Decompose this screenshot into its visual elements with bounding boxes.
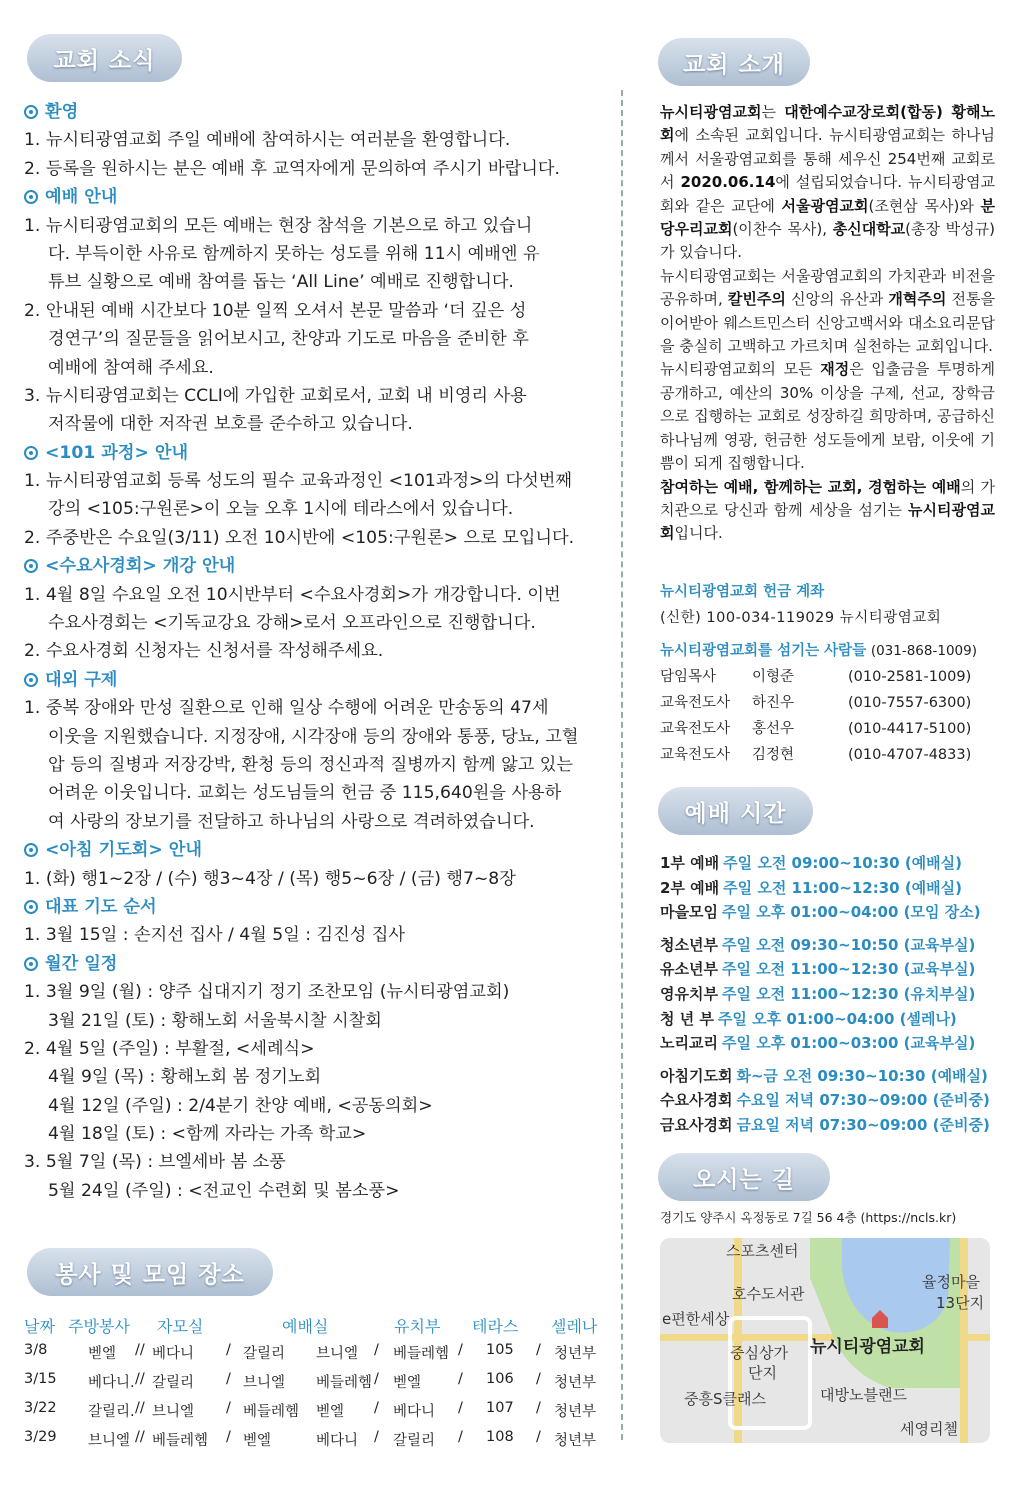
staff-row [660,690,995,716]
news-text: 1. 뉴시티광염교회의 모든 예배는 현장 참석을 기본으로 하고 있습니 [24,215,533,236]
staff-role: 교육전도사 [660,721,731,737]
news-line [24,1007,609,1035]
address-text: 경기도 양주시 옥정동로 7길 56 4층 (https://ncls.kr) [660,1210,957,1225]
news-line [24,212,609,240]
intro-text-run: 대한예수교장로회(합동) 황해노회 [660,103,995,145]
news-heading [24,893,609,921]
staff-phone: (010-2581-1009) [848,669,972,685]
service-cell: 베들레헴 [243,1404,300,1420]
staff-name: 하진우 [752,695,795,711]
news-line [24,1092,609,1120]
news-line [24,1177,609,1205]
service-cell: 베들레헴 [393,1346,450,1362]
news-line [24,751,609,779]
staff-title [660,638,995,664]
intro-text-run: 신앙의 유산과 [785,290,889,309]
worship-row [660,933,1000,958]
staff-name: 홍선우 [752,721,795,737]
map-label-daebang: 대방노블랜드 [820,1386,907,1404]
service-col-header: 날짜 [24,1317,55,1336]
staff-role: 교육전도사 [660,695,731,711]
intro-text-run: 칼빈주의 [727,290,786,309]
news-heading [24,439,609,467]
worship-name: 2부 예배 [660,878,720,897]
service-cell: / [374,1371,379,1387]
news-text: 1. 4월 8일 수요일 오전 10시반부터 <수요사경회>가 개강합니다. 이번 [24,584,561,605]
service-cell: / [536,1371,541,1387]
service-table-row [24,1400,614,1429]
news-text: 예배 안내 [45,187,118,208]
service-cell: / [226,1400,231,1416]
service-col-header: 테라스 [472,1317,519,1336]
service-cell: 3/8 [24,1342,48,1358]
news-line [24,297,609,325]
news-line [24,495,609,523]
news-text: 2. 주중반은 수요일(3/11) 오전 10시반에 <105:구원론> 으로 모입니다. [24,527,575,548]
news-line [24,808,609,836]
worship-name: 수요사경회 [660,1091,733,1110]
news-text: <아침 기도회> 안내 [45,840,202,861]
worship-row [660,1113,1000,1138]
news-text: 3. 뉴시티광염교회는 CCLI에 가입한 교회로서, 교회 내 비영리 사용 [24,385,527,406]
service-cell: // [135,1371,145,1387]
news-text: 4월 12일 (주일) : 2/4분기 찬양 예배, <공동의회> [48,1095,433,1116]
worship-time: 주일 오전 11:00~12:30 (유치부실) [721,984,976,1003]
service-cell: 107 [486,1400,514,1416]
news-text: 1. 뉴시티광염교회 등록 성도의 필수 교육과정인 <101과정>의 다섯번째 [24,471,572,492]
map-label-mall2: 단지 [748,1364,777,1382]
service-cell: 갈릴리 [243,1346,286,1362]
news-line [24,382,609,410]
service-cell: 108 [486,1429,514,1445]
intro-text-run: 뉴시티광염교회는 서울광염교회의 가치관과 비전을 공유하며, [660,266,995,309]
news-text: 1. 3월 9일 (월) : 양주 십대지기 정기 조찬모임 (뉴시티광염교회) [24,982,510,1003]
target-bullet-icon [24,957,38,971]
worship-time: 금요일 저녁 07:30~09:00 (준비중) [736,1115,990,1134]
staff-title-text: 뉴시티광염교회를 섬기는 사람들 [660,643,867,659]
map-label-seyoung: 세영리첼 [900,1420,958,1438]
news-text: 예배에 참여해 주세요. [48,357,214,378]
service-cell: 벧엘 [393,1375,422,1391]
staff-role: 담임목사 [660,669,717,685]
service-cell: / [536,1342,541,1358]
news-line [24,865,609,893]
news-text: 1. 뉴시티광염교회 주일 예배에 참여하시는 여러분을 환영합니다. [24,130,511,151]
service-cell: // [135,1400,145,1416]
service-cell: 벧엘 [88,1346,117,1362]
news-text: <101 과정> 안내 [45,442,189,463]
news-text: 2. 4월 5일 (주일) : 부활절, <세례식> [24,1038,315,1059]
staff-row [660,664,995,690]
service-cell: 베다니 [393,1404,436,1420]
service-cell: 베들레헴 [316,1375,373,1391]
target-bullet-icon [24,105,38,119]
staff-phone: (010-4707-4833) [848,747,972,763]
worship-row [660,1088,1000,1113]
intro-text-run: 재정 [820,360,850,379]
target-bullet-icon [24,190,38,204]
news-line [24,268,609,296]
worship-time: 화~금 오전 09:30~10:30 (예배실) [736,1066,988,1085]
worship-row [660,900,1000,925]
news-list [24,98,609,1205]
service-table-row [24,1371,614,1400]
service-cell: 브니엘 [152,1404,195,1420]
news-text: 2. 안내된 예배 시간보다 10분 일찍 오셔서 본문 말씀과 ‘더 깊은 성 [24,300,527,321]
service-cell: / [226,1429,231,1445]
service-cell: // [135,1342,145,1358]
intro-text-run: (이찬수 목사), [732,220,833,239]
news-heading [24,183,609,211]
intro-text-run: 서울광염교회 [781,196,869,215]
service-col-header: 예배실 [282,1317,329,1336]
worship-name: 유소년부 [660,960,718,979]
service-cell: 3/15 [24,1371,57,1387]
worship-row [660,876,1000,901]
news-text: 환영 [45,102,79,122]
news-text: 저작물에 대한 저작권 보호를 준수하고 있습니다. [48,414,413,435]
service-cell: 베다니. [88,1375,135,1391]
news-line [24,155,609,183]
news-text: 이웃을 지원했습니다. 지정장애, 시각장애 등의 장애와 통풍, 당뇨, 고혈 [48,726,579,747]
service-cell: 3/29 [24,1429,57,1445]
service-cell: 벧엘 [243,1433,272,1449]
service-cell: / [458,1400,463,1416]
news-text: 2. 등록을 원하시는 분은 예배 후 교역자에게 문의하여 주시기 바랍니다. [24,158,560,179]
intro-text-run: 개혁주의 [888,290,947,309]
news-line [24,779,609,807]
staff-row [660,716,995,742]
map-label-church: 뉴시티광염교회 [810,1337,925,1357]
target-bullet-icon [24,446,38,460]
news-line [24,1035,609,1063]
staff-role: 교육전도사 [660,747,731,763]
service-cell: 갈릴리 [393,1433,436,1449]
news-heading [24,666,609,694]
intro-text-run: 뉴시티광염교회 [660,500,995,543]
news-line [24,524,609,552]
service-cell: 105 [486,1342,514,1358]
staff-row [660,742,995,768]
news-line [24,921,609,949]
news-section-pill: 교회 소식 [27,34,182,82]
intro-text-run: 에 설립되었습니다. 뉴시티광염교회와 같은 교단에 [660,173,995,215]
service-col-header: 유치부 [394,1317,441,1336]
news-line [24,1063,609,1091]
news-text: 4월 9일 (목) : 황해노회 봄 정기노회 [48,1067,322,1088]
worship-group [660,851,1000,925]
news-text: 여 사랑의 장보기를 전달하고 하나님의 사랑으로 격려하였습니다. [48,811,535,832]
news-line [24,325,609,353]
service-cell: / [226,1342,231,1358]
worship-row [660,957,1000,982]
service-section-pill: 봉사 및 모임 장소 [27,1248,273,1296]
service-cell: 청년부 [554,1433,597,1449]
worship-time: 수요일 저녁 07:30~09:00 (준비중) [736,1091,990,1110]
news-line [24,637,609,665]
news-line [24,1120,609,1148]
map-label-yuljeong: 율정마을 [922,1273,980,1291]
news-line [24,609,609,637]
news-line [24,723,609,751]
news-line [24,694,609,722]
news-heading [24,836,609,864]
staff-phone: (010-4417-5100) [848,721,972,737]
intro-text-run: 는 [761,103,785,121]
service-cell: / [374,1342,379,1358]
news-line [24,1148,609,1176]
news-text: 1. 중복 장애와 만성 질환으로 인해 일상 수행에 어려운 만송동의 47세 [24,698,549,719]
staff-name: 이형준 [752,669,795,685]
worship-time: 주일 오전 11:00~12:30 (교육부실) [721,960,976,979]
service-cell: / [226,1371,231,1387]
service-cell: 3/22 [24,1400,57,1416]
news-text: 어려운 이웃입니다. 교회는 성도님들의 헌금 중 115,640원을 사용하 [48,783,562,804]
service-col-header: 셀레나 [551,1317,598,1336]
intro-text-run: 의 가치관으로 당신과 함께 세상을 섬기는 [660,477,995,519]
location-map [660,1238,990,1443]
directions-section-pill: 오시는 길 [658,1153,830,1201]
service-cell: 청년부 [554,1346,597,1362]
worship-row [660,1064,1000,1089]
news-text: 강의 <105:구원론>이 오늘 오후 1시에 테라스에서 있습니다. [48,499,514,520]
church-intro-text [660,101,995,546]
news-text: 3. 5월 7일 (목) : 브엘세바 봄 소풍 [24,1152,286,1173]
news-line [24,354,609,382]
worship-name: 아침기도회 [660,1066,733,1085]
news-text: <수요사경회> 개강 안내 [45,556,236,577]
map-label-sports: 스포츠센터 [726,1242,799,1260]
map-label-eworld: e편한세상 [662,1310,730,1328]
news-line [24,978,609,1006]
worship-schedule [660,851,1000,1146]
worship-name: 노리교리 [660,1034,718,1053]
worship-name: 1부 예배 [660,854,720,872]
intro-text-run: 총신대학교 [832,220,906,239]
news-text: 월간 일정 [45,953,118,974]
service-table-row [24,1429,614,1458]
service-cell: / [374,1400,379,1416]
intro-text-run: (총장 박성규)가 있습니다. [660,220,995,262]
staff-main-phone: (031-868-1009) [870,643,977,659]
map-label-library: 호수도서관 [732,1285,805,1303]
intro-text-run: 분당우리교회 [660,196,995,239]
service-cell: 106 [486,1371,514,1387]
service-cell: / [458,1371,463,1387]
news-text: 5월 24일 (주일) : <전교인 수련회 및 봄소풍> [48,1180,400,1201]
target-bullet-icon [24,673,38,687]
worship-name: 금요사경회 [660,1115,733,1134]
service-cell: / [536,1400,541,1416]
intro-section-pill: 교회 소개 [658,38,810,86]
service-cell: 갈릴리 [152,1375,195,1391]
worship-time: 주일 오전 09:00~10:30 (예배실) [723,854,963,872]
worship-row [660,1007,1000,1032]
staff-list [660,664,995,768]
service-cell: 청년부 [554,1375,597,1391]
service-cell: / [374,1429,379,1445]
news-heading [24,950,609,978]
news-text: 다. 부득이한 사유로 함께하지 못하는 성도를 위해 11시 예배엔 유 [48,243,540,264]
intro-text-run: 참여하는 예배, 함께하는 교회, 경험하는 예배 [660,477,961,496]
service-cell: 브니엘 [316,1346,359,1362]
news-line [24,467,609,495]
service-col-header: 자모실 [157,1317,204,1336]
account-title: 뉴시티광염교회 헌금 계좌 [660,584,825,600]
worship-name: 청소년부 [660,935,718,954]
service-cell: 벧엘 [316,1404,345,1420]
news-line [24,240,609,268]
worship-time: 주일 오후 01:00~04:00 (모임 장소) [721,903,981,922]
news-text: 수요사경회는 <기독교강요 강해>로서 오프라인으로 진행합니다. [48,613,536,634]
intro-text-run: 전통을 이어받아 웨스트민스터 신앙고백서와 대소요리문답을 충실히 고백하고 가르치며 실천하는 교회입니다. [660,290,995,356]
intro-text-run: 입니다. [674,524,723,543]
service-cell: // [135,1429,145,1445]
target-bullet-icon [24,843,38,857]
worship-group [660,933,1000,1056]
worship-name: 영유치부 [660,984,718,1003]
news-text: 튜브 실황으로 예배 참여를 돕는 ‘All Line’ 예배로 진행합니다. [48,272,514,293]
news-heading [24,98,609,126]
service-cell: / [458,1342,463,1358]
news-text: 4월 18일 (토) : <함께 자라는 가족 학교> [48,1124,367,1145]
intro-text-run: (조현삼 목사)와 [868,196,981,215]
news-text: 1. 3월 15일 : 손지선 집사 / 4월 5일 : 김진성 집사 [24,925,405,946]
staff-phone: (010-7557-6300) [848,695,972,711]
intro-text-run: 뉴시티광염교회 [660,103,762,121]
map-label-jungheung: 중흥S클래스 [684,1390,766,1408]
service-cell: 브니엘 [88,1433,131,1449]
worship-name: 마을모임 [660,903,718,922]
service-cell: 청년부 [554,1404,597,1420]
target-bullet-icon [24,559,38,573]
map-label-mall: 중심상가 [730,1344,788,1362]
worship-time: 주일 오전 11:00~12:30 (예배실) [723,878,963,897]
worship-time: 주일 오후 01:00~03:00 (교육부실) [721,1034,976,1053]
news-text: 3월 21일 (토) : 황해노회 서울북시찰 시찰회 [48,1010,382,1031]
worship-row [660,1031,1000,1056]
service-table-row [24,1342,614,1371]
worship-name: 청 년 부 [660,1009,714,1028]
service-cell: 베다니 [152,1346,195,1362]
worship-row [660,851,1000,876]
news-line [24,410,609,438]
worship-section-pill: 예배 시간 [658,787,813,835]
worship-group [660,1064,1000,1138]
news-text: 대외 구제 [45,669,118,690]
intro-text-run: 은 입출금을 투명하게 공개하고, 예산의 30% 이상을 구제, 선교, 장학금으로 집행하는 교회로 성장하길 희망하며, 공급하신 하나님께 영광, 헌금한 성도들에게 보람, 이웃에 기쁨이 되게 집행합니다. [660,360,995,473]
staff-name: 김정현 [752,747,795,763]
news-line [24,126,609,154]
map-label-yuljeong2: 13단지 [936,1294,985,1312]
news-text: 1. (화) 행1~2장 / (수) 행3~4장 / (목) 행5~6장 / (금) 행7~8장 [24,868,516,889]
service-cell: 베다니 [316,1433,359,1449]
account-number: (신한) 100-034-119029 뉴시티광염교회 [660,610,942,626]
service-cell: 베들레헴 [152,1433,209,1449]
service-cell: 브니엘 [243,1375,286,1391]
column-divider [621,90,623,1440]
service-col-header: 주방봉사 [68,1317,130,1336]
service-table [24,1314,614,1458]
worship-time: 주일 오전 09:30~10:50 (교육부실) [721,935,976,954]
service-table-header [24,1314,614,1342]
intro-text-run: 에 소속된 교회입니다. 뉴시티광염교회는 하나님께서 서울광염교회를 통해 세우신 254번째 교회로서 [660,126,995,192]
news-text: 압 등의 질병과 저장강박, 환청 등의 정신과적 질병까지 함께 앓고 있는 [48,754,573,775]
news-text: 2. 수요사경회 신청자는 신청서를 작성해주세요. [24,641,384,662]
intro-text-run: 2020.06.14 [680,173,776,192]
news-text: 경연구’의 질문들을 읽어보시고, 찬양과 기도로 마음을 준비한 후 [48,329,529,350]
worship-row [660,982,1000,1007]
intro-text-run: 뉴시티광염교회의 모든 [660,360,821,379]
news-text: 대표 기도 순서 [45,896,157,917]
service-cell: / [536,1429,541,1445]
news-heading [24,552,609,580]
service-cell: / [458,1429,463,1445]
target-bullet-icon [24,900,38,914]
news-line [24,581,609,609]
service-cell: 갈릴리. [88,1404,135,1420]
worship-time: 주일 오후 01:00~04:00 (셀레나) [717,1009,957,1028]
